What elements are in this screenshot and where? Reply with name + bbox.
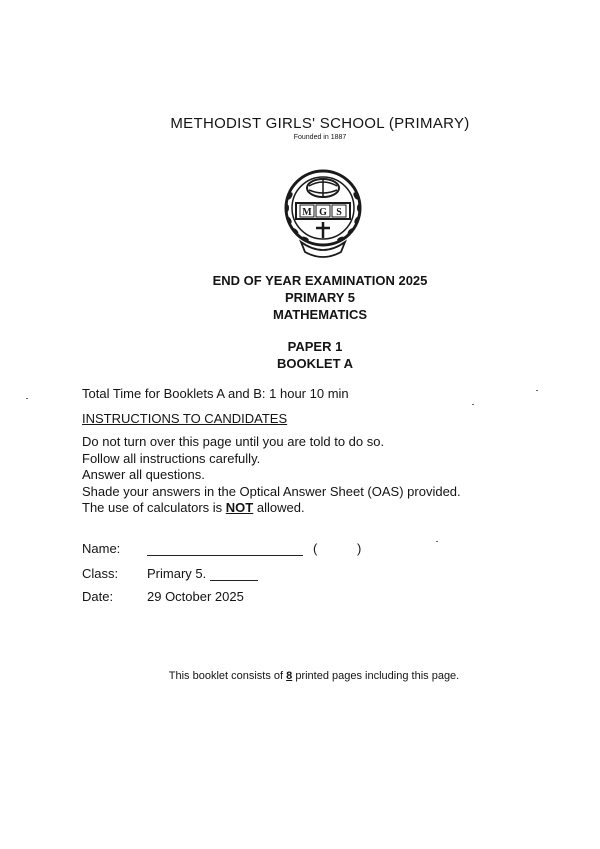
booklet-label: BOOKLET A <box>276 356 354 371</box>
instruction-line: Shade your answers in the Optical Answer Sheet (OAS) provided. <box>82 483 461 499</box>
instruction-line: Do not turn over this page until you are told to do so. <box>82 434 385 449</box>
footer-prefix: This booklet consists of <box>168 670 287 682</box>
calculator-suffix: allowed. <box>253 500 305 515</box>
instruction-line-calculators <box>82 500 461 517</box>
date-label: Date: <box>82 589 114 604</box>
svg-text:G: G <box>319 207 327 218</box>
register-number-parens: ( ) <box>313 541 380 556</box>
name-blank-line[interactable] <box>147 543 303 556</box>
instructions-list <box>82 434 461 517</box>
exam-title-block <box>0 272 600 323</box>
name-label: Name: <box>82 541 121 556</box>
scan-speck <box>472 404 474 405</box>
scan-speck <box>436 541 438 542</box>
exam-level: PRIMARY 5 <box>284 290 356 305</box>
school-name: METHODIST GIRLS' SCHOOL (PRIMARY) <box>170 115 470 132</box>
instruction-line: Follow all instructions carefully. <box>82 450 261 466</box>
exam-subject: MATHEMATICS <box>272 307 368 322</box>
class-label: Class: <box>82 566 119 581</box>
footer-suffix: printed pages including this page. <box>292 670 460 682</box>
exam-title: END OF YEAR EXAMINATION 2025 <box>212 273 428 288</box>
date-value: 29 October 2025 <box>147 589 244 604</box>
school-crest-logo <box>279 166 367 260</box>
instruction-line: Answer all questions. <box>82 467 205 482</box>
booklet-page-note <box>0 670 600 682</box>
svg-text:M: M <box>302 207 312 218</box>
class-blank-line[interactable] <box>210 568 258 581</box>
calculator-prefix: The use of calculators is <box>82 500 226 515</box>
class-field-row <box>82 563 258 581</box>
page-count: 8 <box>286 670 293 682</box>
scan-speck <box>26 398 28 399</box>
paper-block <box>0 338 600 372</box>
total-time: Total Time for Booklets A and B: 1 hour 10 min <box>82 386 349 401</box>
class-value: Primary 5. <box>147 566 207 581</box>
date-field-row <box>82 586 244 604</box>
instructions-heading: INSTRUCTIONS TO CANDIDATES <box>82 411 288 426</box>
svg-text:S: S <box>336 207 342 218</box>
founded-year: Founded in 1887 <box>293 134 347 141</box>
scan-speck <box>536 390 538 391</box>
name-field-row <box>82 538 379 556</box>
calculator-emphasis: NOT <box>225 500 254 515</box>
paper-number: PAPER 1 <box>287 339 343 354</box>
